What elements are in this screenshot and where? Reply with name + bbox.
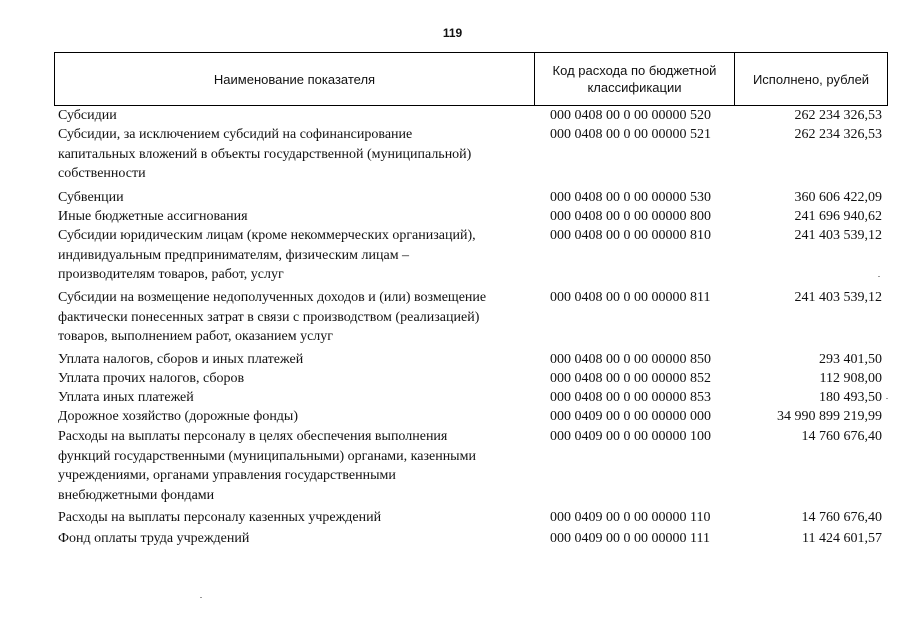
row-amount: 293 401,50 [819, 352, 882, 367]
row-amount: 262 234 326,53 [794, 127, 882, 142]
row-amount: 241 403 539,12 [794, 290, 882, 305]
scan-speck [886, 398, 888, 399]
row-amount: 241 403 539,12 [794, 228, 882, 243]
table-header [54, 52, 888, 106]
row-code: 000 0408 00 0 00 00000 853 [550, 390, 711, 405]
header-name: Наименование показателя [55, 53, 535, 105]
row-amount: 180 493,50 [819, 390, 882, 405]
row-code: 000 0408 00 0 00 00000 811 [550, 290, 711, 305]
row-amount: 112 908,00 [819, 371, 882, 386]
row-name: Иные бюджетные ассигнования [58, 209, 248, 224]
row-code: 000 0409 00 0 00 00000 000 [550, 409, 711, 424]
row-amount: 241 696 940,62 [794, 209, 882, 224]
scan-speck [878, 276, 880, 277]
row-name: Уплата прочих налогов, сборов [58, 371, 245, 386]
row-code: 000 0408 00 0 00 00000 810 [550, 228, 711, 243]
page-number: 119 [442, 26, 463, 40]
row-name: Расходы на выплаты персоналу казенных учреждений [58, 510, 382, 525]
row-amount: 14 760 676,40 [801, 510, 882, 525]
row-amount: 11 424 601,57 [802, 531, 882, 546]
row-name: Субсидии юридическим лицам (кроме некоммерческих организаций), индивидуальным предпринимателям, физическим лицам – производителям товаров, работ, услуг [58, 228, 476, 282]
row-code: 000 0408 00 0 00 00000 521 [550, 127, 711, 142]
row-name: Фонд оплаты труда учреждений [58, 531, 250, 546]
header-amount: Исполнено, рублей [752, 71, 870, 87]
row-name: Расходы на выплаты персоналу в целях обеспечения выполнения функций государственными (муниципальными) органами, казенными учреждениями, органами управления государственными внебюджетными фондами [58, 429, 476, 503]
row-code: 000 0408 00 0 00 00000 520 [550, 108, 711, 123]
row-code: 000 0409 00 0 00 00000 100 [550, 429, 711, 444]
row-amount: 262 234 326,53 [794, 108, 882, 123]
row-code: 000 0409 00 0 00 00000 111 [550, 531, 710, 546]
header-code: Код расхода по бюджетной классификации [535, 53, 735, 105]
row-name: Уплата налогов, сборов и иных платежей [58, 352, 304, 367]
row-amount: 360 606 422,09 [794, 190, 882, 205]
row-code: 000 0408 00 0 00 00000 800 [550, 209, 711, 224]
row-code: 000 0408 00 0 00 00000 850 [550, 352, 711, 367]
row-amount: 14 760 676,40 [801, 429, 882, 444]
row-code: 000 0408 00 0 00 00000 852 [550, 371, 711, 386]
row-name: Субсидии, за исключением субсидий на софинансирование капитальных вложений в объекты государственной (муниципальной) собственности [58, 127, 472, 181]
row-amount: 34 990 899 219,99 [777, 409, 882, 424]
row-code: 000 0409 00 0 00 00000 110 [550, 510, 711, 525]
row-name: Субвенции [58, 190, 124, 205]
scan-speck [200, 597, 202, 598]
row-name: Субсидии на возмещение недополученных доходов и (или) возмещение фактически понесенных затрат в связи с производством (реализацией) товаров, выполнением работ, оказанием услуг [58, 290, 487, 344]
row-code: 000 0408 00 0 00 00000 530 [550, 190, 711, 205]
row-name: Дорожное хозяйство (дорожные фонды) [58, 409, 299, 424]
row-name: Уплата иных платежей [58, 390, 194, 405]
row-name: Субсидии [58, 108, 117, 123]
